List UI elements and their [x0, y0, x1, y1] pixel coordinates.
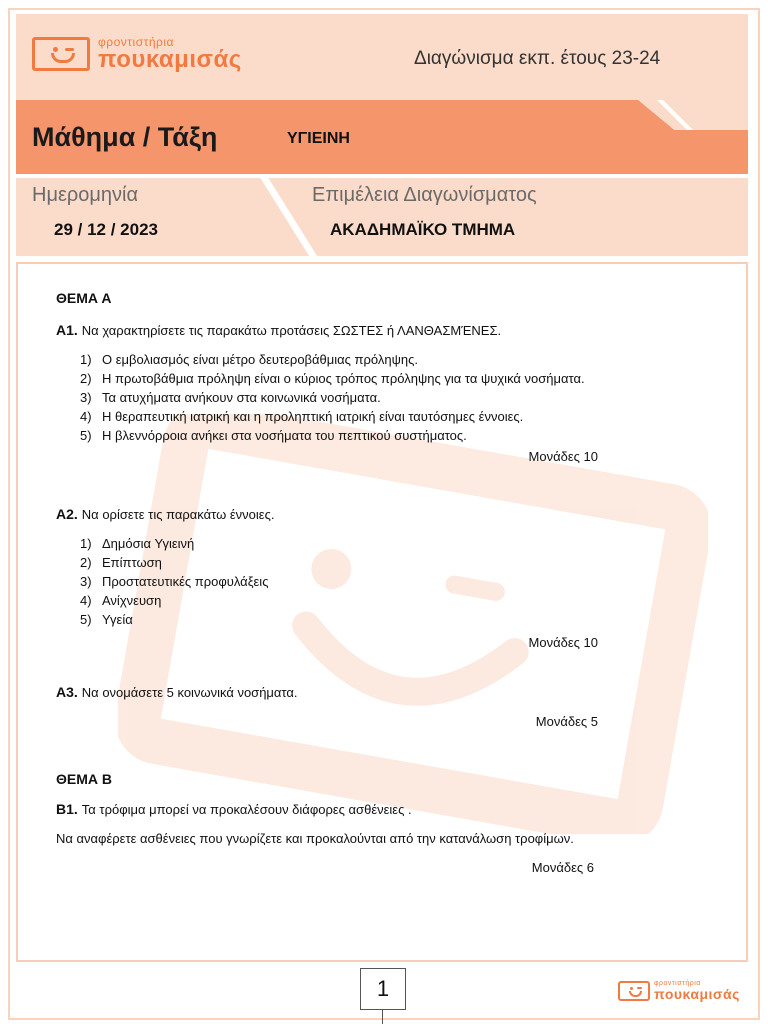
exam-text — [56, 290, 716, 875]
question-a1 — [56, 322, 716, 338]
question-number: Α2. — [56, 506, 78, 522]
footer-brand-logo — [618, 980, 740, 1001]
question-a3 — [56, 684, 716, 700]
theme-a-title: ΘΕΜΑ Α — [56, 290, 112, 306]
marks-a3: Μονάδες 5 — [535, 714, 598, 729]
subject-label: Μάθημα / Τάξη — [32, 122, 218, 152]
marks-b1: Μονάδες 6 — [531, 860, 594, 875]
question-number: Α3. — [56, 684, 78, 700]
smile-logo-icon — [32, 37, 90, 71]
question-number: Α1. — [56, 322, 78, 338]
brand-name: πουκαμισάς — [98, 46, 242, 73]
question-text: Να ορίσετε τις παρακάτω έννοιες. — [81, 507, 275, 522]
question-a2 — [56, 506, 716, 522]
subject-value: ΥΓΙΕΙΝΗ — [287, 130, 350, 147]
editor-label: Επιμέλεια Διαγωνίσματος — [312, 184, 537, 206]
theme-b-title: ΘΕΜΑ Β — [56, 771, 112, 787]
list-item: 4) Ανίχνευση — [80, 593, 162, 608]
list-item: 2) Η πρωτοβάθμια πρόληψη είναι ο κύριος τρόπος πρόληψης για τα ψυχικά νοσήματα. — [80, 371, 585, 386]
footer-brand-name: πουκαμισάς — [654, 986, 740, 1002]
date-value: 29 / 12 / 2023 — [54, 220, 158, 239]
question-text: Τα τρόφιμα μπορεί να προκαλέσουν διάφορες ασθένειες . — [81, 802, 412, 817]
page-number: 1 — [360, 968, 406, 1010]
list-item: 3) Τα ατυχήματα ανήκουν στα κοινωνικά νοσήματα. — [80, 390, 381, 405]
a1-items — [80, 350, 716, 445]
marks-a1: Μονάδες 10 — [528, 449, 598, 464]
info-band — [16, 178, 748, 256]
exam-title: Διαγώνισμα εκπ. έτους 23-24 — [414, 48, 661, 69]
smile-logo-icon — [618, 981, 650, 1001]
list-item: 1) Δημόσια Υγιεινή — [80, 536, 195, 551]
question-text: Να χαρακτηρίσετε τις παρακάτω προτάσεις ΣΩΣΤΕΣ ή ΛΑΝΘΑΣΜΈΝΕΣ. — [81, 323, 502, 338]
list-item: 3) Προστατευτικές προφυλάξεις — [80, 574, 269, 589]
date-label: Ημερομηνία — [32, 184, 139, 206]
subject-band — [16, 100, 748, 174]
brand-small-text: φροντιστήρια — [98, 35, 174, 49]
marks-a2: Μονάδες 10 — [528, 635, 598, 650]
question-text: Να ονομάσετε 5 κοινωνικά νοσήματα. — [81, 685, 298, 700]
list-item: 1) Ο εμβολιασμός είναι μέτρο δευτεροβάθμιας πρόληψης. — [80, 352, 418, 367]
list-item: 5) Υγεία — [80, 612, 133, 627]
footer-brand-small-text: φροντιστήρια — [654, 980, 701, 987]
question-b1-instruction: Να αναφέρετε ασθένειες που γνωρίζετε και προκαλούνται από την κατανάλωση τροφίμων. — [56, 831, 574, 846]
a2-items — [80, 534, 716, 629]
question-number: Β1. — [56, 801, 78, 817]
list-item: 5) Η βλεννόρροια ανήκει στα νοσήματα του πεπτικού συστήματος. — [80, 428, 467, 443]
brand-logo — [32, 36, 242, 72]
list-item: 4) Η θεραπευτική ιατρική και η προληπτική ιατρική είναι ταυτόσημες έννοιες. — [80, 409, 524, 424]
question-b1 — [56, 801, 716, 817]
list-item: 2) Επίπτωση — [80, 555, 162, 570]
page-number-line — [382, 1010, 383, 1024]
exam-content-box — [16, 262, 748, 962]
editor-value: ΑΚΑΔΗΜΑΪΚΟ ΤΜΗΜΑ — [330, 220, 516, 239]
